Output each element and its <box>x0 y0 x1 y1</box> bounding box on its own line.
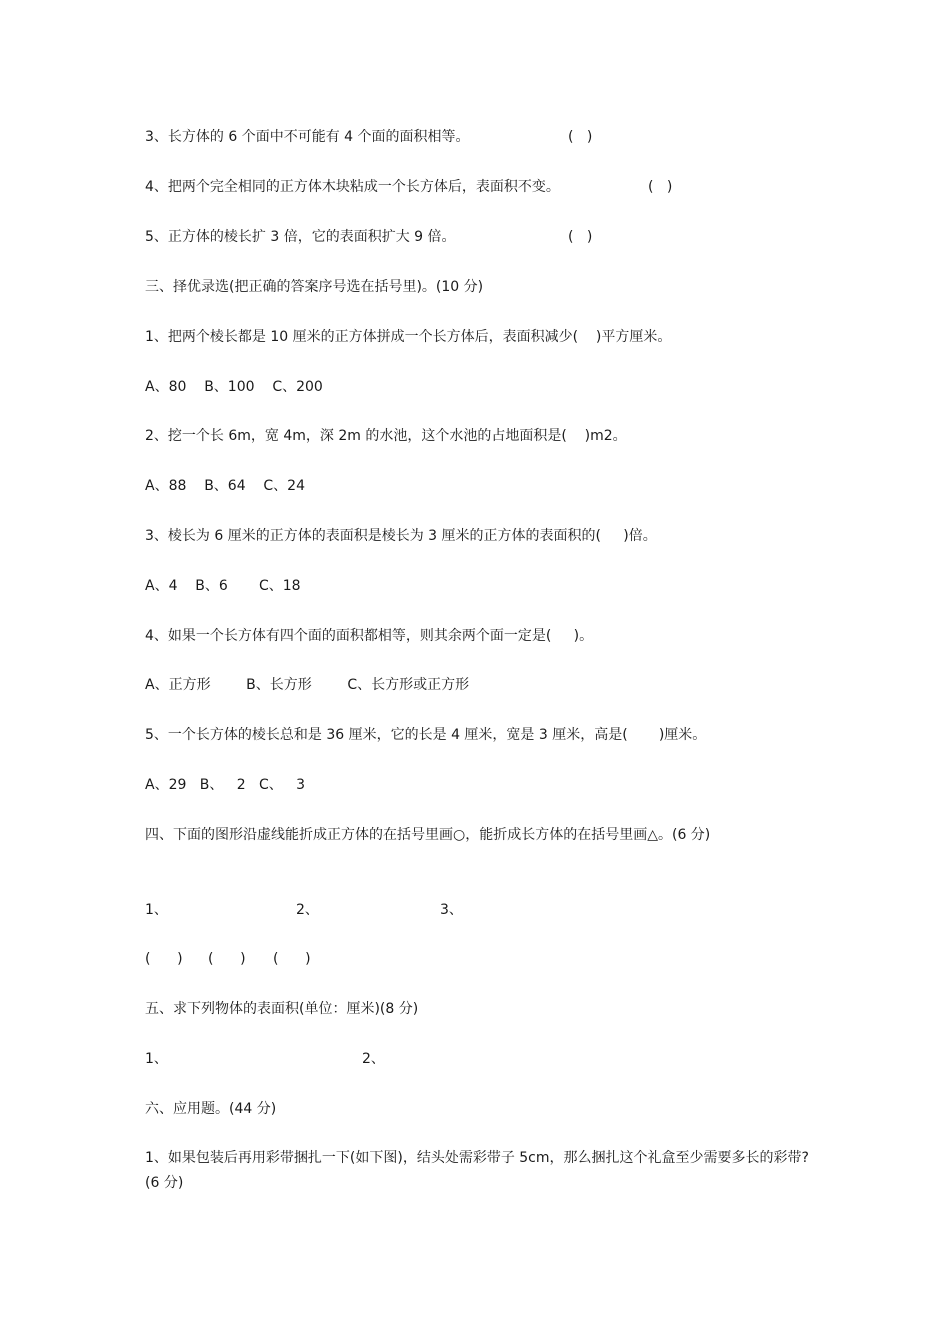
s3-options-2: A、88 B、64 C、24 <box>145 478 306 494</box>
s3-options-1: A、80 B、100 C、200 <box>145 379 323 395</box>
s3-options-5: A、29 B、 2 C、 3 <box>145 777 305 793</box>
s5-label-2: 2、 <box>362 1051 385 1067</box>
judgment-paren-5: ( ) <box>568 229 593 245</box>
s4-label-3: 3、 <box>440 902 463 918</box>
s3-question-5: 5、一个长方体的棱长总和是 36 厘米，它的长是 4 厘米，宽是 3 厘米，高是( )厘米。 <box>145 727 707 743</box>
judgment-paren-4: ( ) <box>648 179 673 195</box>
judgment-item-3: 3、长方体的 6 个面中不可能有 4 个面的面积相等。 <box>145 129 470 145</box>
s4-paren-3: ( ) <box>273 951 311 967</box>
s3-question-3: 3、棱长为 6 厘米的正方体的表面积是棱长为 3 厘米的正方体的表面积的( )倍。 <box>145 528 657 544</box>
s6-question-1: 1、如果包装后再用彩带捆扎一下(如下图)，结头处需彩带子 5cm，那么捆扎这个礼盒至少需要多长的彩带?(6 分) <box>145 1150 809 1191</box>
s3-options-3: A、4 B、6 C、18 <box>145 578 301 594</box>
s4-paren-1: ( ) <box>145 951 183 967</box>
judgment-item-5: 5、正方体的棱长扩 3 倍，它的表面积扩大 9 倍。 <box>145 229 456 245</box>
s4-label-2: 2、 <box>296 902 319 918</box>
section3-heading: 三、择优录选(把正确的答案序号选在括号里)。(10 分) <box>145 279 484 295</box>
s5-label-1: 1、 <box>145 1051 168 1067</box>
judgment-item-4: 4、把两个完全相同的正方体木块粘成一个长方体后，表面积不变。 <box>145 179 560 195</box>
s4-paren-2: ( ) <box>208 951 246 967</box>
s4-label-1: 1、 <box>145 902 168 918</box>
s3-question-4: 4、如果一个长方体有四个面的面积都相等，则其余两个面一定是( )。 <box>145 628 594 644</box>
section4-heading: 四、下面的图形沿虚线能折成正方体的在括号里画○，能折成长方体的在括号里画△。(6 分) <box>145 827 711 843</box>
s3-question-1: 1、把两个棱长都是 10 厘米的正方体拼成一个长方体后，表面积减少( )平方厘米。 <box>145 329 672 345</box>
section6-heading: 六、应用题。(44 分) <box>145 1101 277 1117</box>
section5-heading: 五、求下列物体的表面积(单位：厘米)(8 分) <box>145 1001 419 1017</box>
judgment-paren-3: ( ) <box>568 129 593 145</box>
s3-question-2: 2、挖一个长 6m，宽 4m，深 2m 的水池，这个水池的占地面积是( )m2。 <box>145 428 627 444</box>
s3-options-4: A、正方形 B、长方形 C、长方形或正方形 <box>145 677 470 693</box>
